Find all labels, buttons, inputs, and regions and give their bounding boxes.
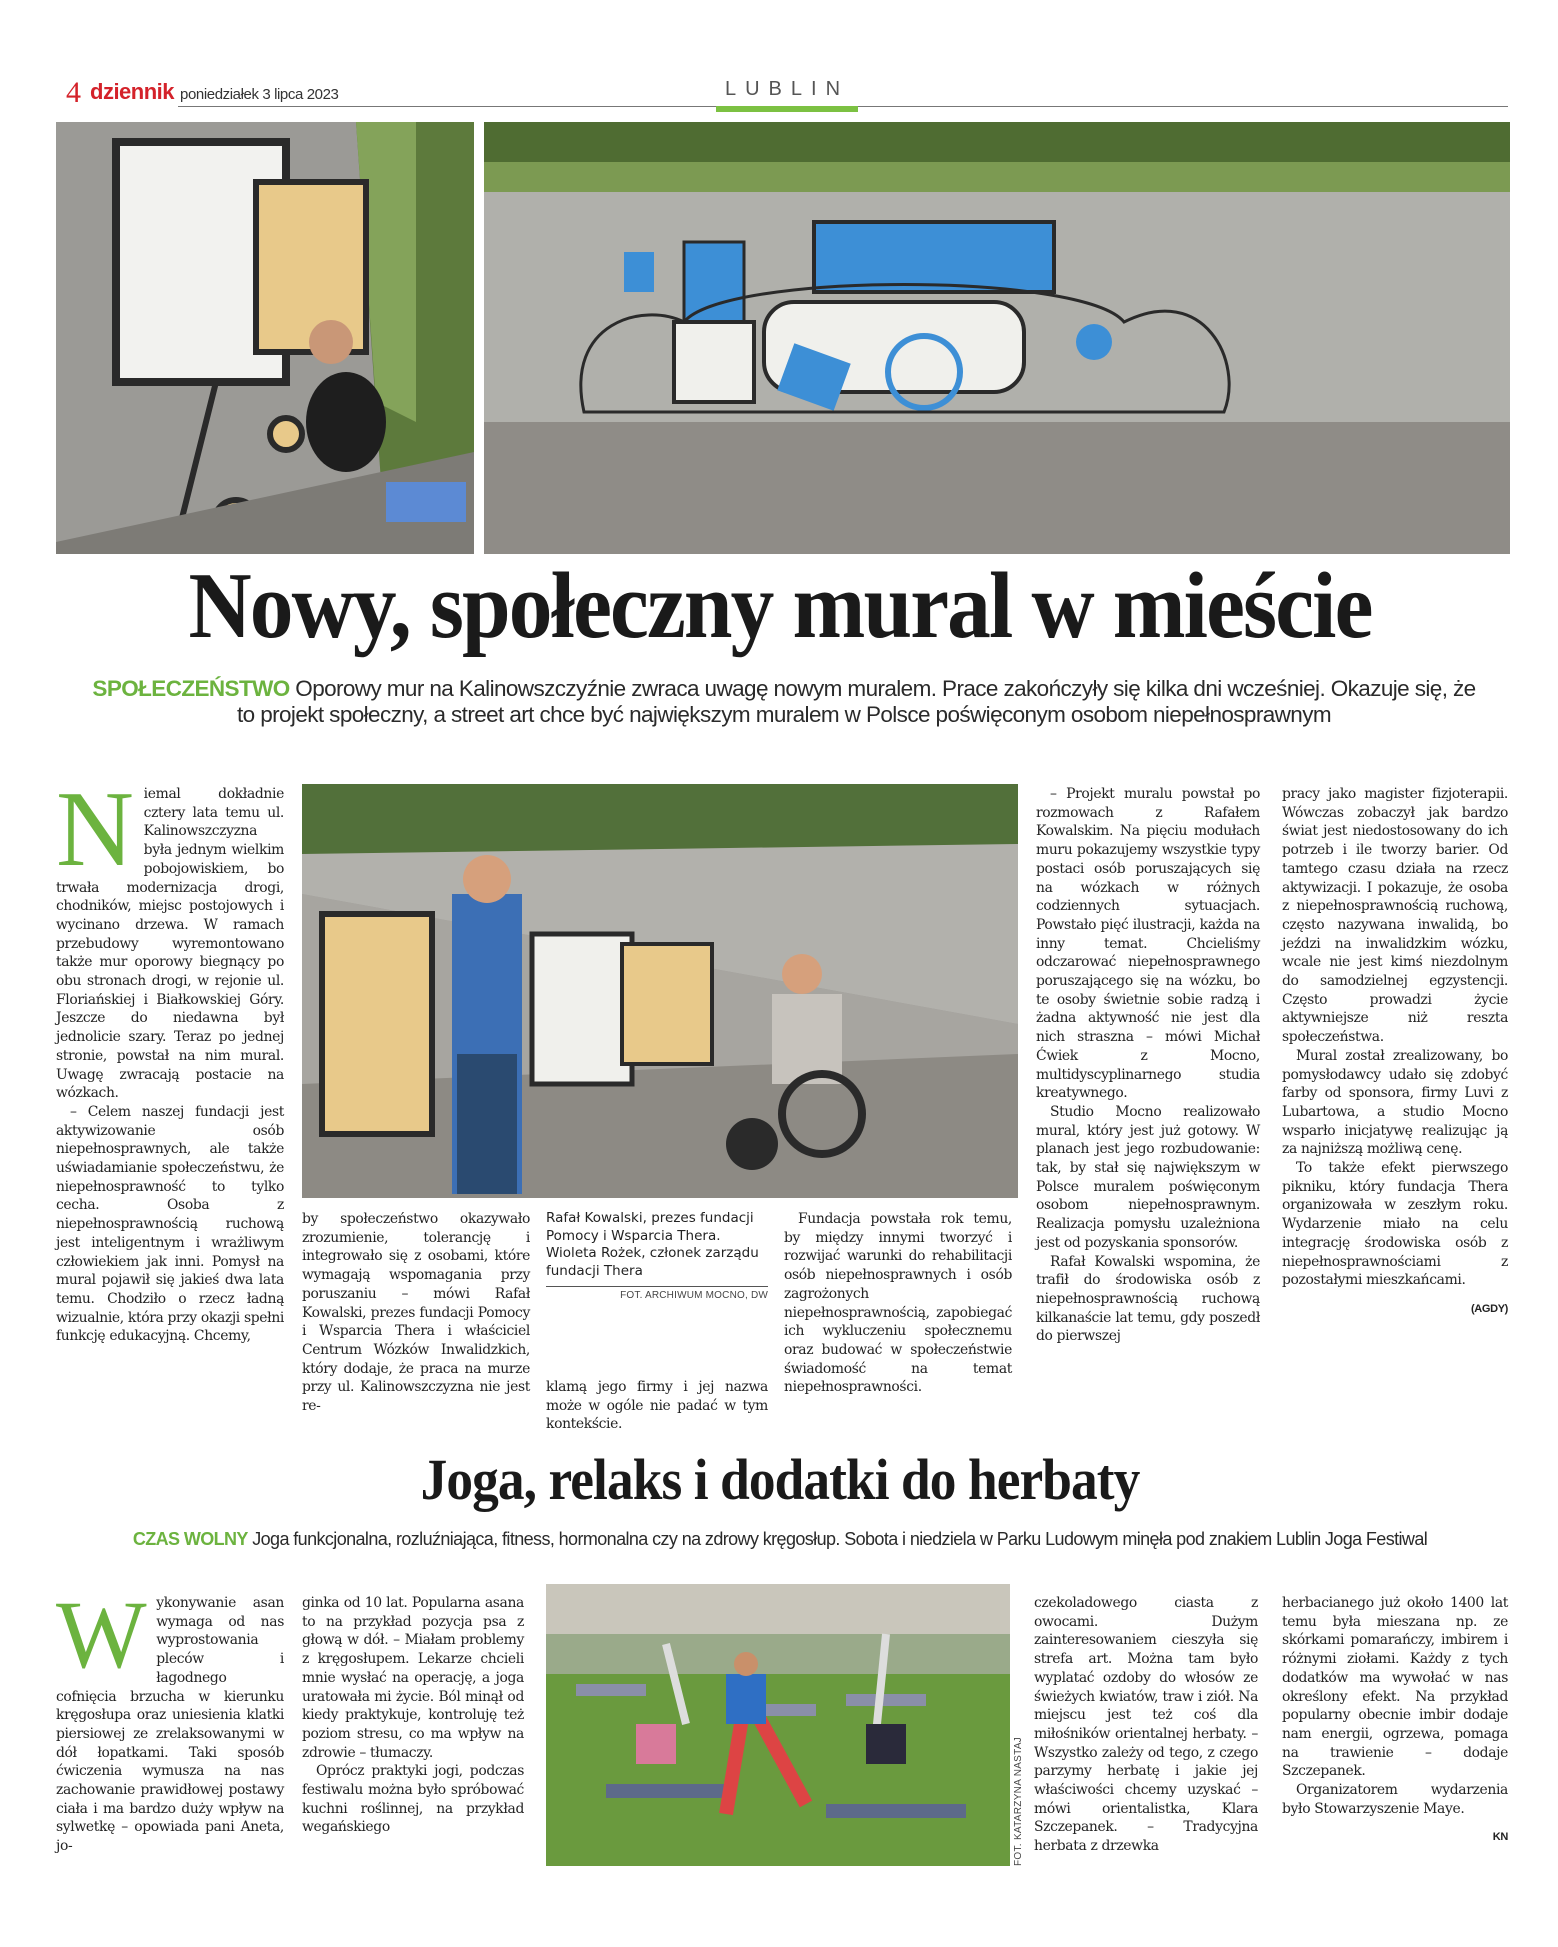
article-column-4: [1282, 1594, 1508, 1847]
paragraph: czekoladowego ciasta z owocami. Dużym zainteresowaniem cieszyła się strefa art. Można tam było wyplatać ozdoby do włosów ze świeżych kwiatów, traw i ziół. Na miejscu jest też coś dla miłośników orientalnej herbaty. – Wszystko zależy od tego, z czego parzymy herbatę i jakie jej właściwości chcemy uzyskać – mówi orientalistka, Klara Szczepanek. – Tradycyjna herbata z drzewka: [1034, 1595, 1258, 1855]
paragraph: Fundacja powstała rok temu, by między innymi tworzyć i rozwijać warunki do rehabilitacji osób niepełnosprawnych i osób zagrożonych niepełnosprawnością, zapobiegać ich wykluczeniu społecznemu oraz budować w społeczeństwie świadomość na temat niepełnosprawności.: [784, 1211, 1012, 1396]
article-column-1: [56, 1581, 284, 1856]
author-signature: KN: [1492, 1831, 1508, 1844]
photo-mural-wall: [484, 122, 1510, 554]
article-column-1: [56, 770, 285, 1346]
article-column-3: [546, 1378, 768, 1434]
paragraph: iemal dokładnie cztery lata temu ul. Kalinowszczyzna była jednym wielkim pobojowiskiem, bo trwała modernizacja drogi, chodników, miejsc postojowych i wycinano drzewa. W ramach przebudowy wyremontowano także mur oporowy biegnący po obu stronach drogi, w rejonie ul. Floriańskiej i Białkowskiej Góry. Jeszcze do niedawna był jednolicie szary. Teraz po jednej stronie, powstał na nim mural. Uwagę zwracają postacie na wózkach.: [56, 786, 284, 1102]
author-signature: (AGDY): [1470, 1302, 1508, 1315]
paragraph: – Projekt muralu powstał po rozmowach z Rafałem Kowalskim. Na pięciu modułach muru pokazujemy wszystkie typy postaci osób poruszających się na wózkach w różnych codziennych sytuacjach. Powstało pięć ilustracji, każda na inny temat. Chcieliśmy odczarować niepełnosprawnego poruszającego się na wózku, bo te osoby świetnie sobie radzą i żadna aktywność nie jest dla nich straszna – mówi Michał Ćwiek z Mocno, multidyscyplinarnego studia kreatywnego.: [1036, 786, 1260, 1102]
article-column-2: [302, 1210, 530, 1416]
publication-date: poniedziałek 3 lipca 2023: [180, 86, 339, 103]
caption-divider: [546, 1286, 768, 1287]
article-lead: [60, 1528, 1500, 1550]
article-headline: Joga, relaks i dodatki do herbaty: [420, 1447, 1140, 1512]
article-kicker: CZAS WOLNY: [132, 1529, 248, 1549]
paragraph: To także efekt pierwszego pikniku, który fundacja Thera organizowała w zeszłym roku. Wydarzenie miało na celu integrację środowiska osób z niepełnosprawnościami z pozostałymi mieszkańcami.: [1282, 1160, 1508, 1289]
photo-painter: [56, 122, 474, 554]
paragraph: Rafał Kowalski wspomina, że trafił do środowiska osób z niepełnosprawnością ruchową kilkanaście lat temu, gdy poszedł do pierwszej: [1036, 1253, 1260, 1345]
article-column-5: [1036, 785, 1260, 1346]
paragraph: Oprócz praktyki jogi, podczas festiwalu można było spróbować kuchni roślinnej, na przykład wegańskiego: [302, 1763, 524, 1836]
paragraph: Studio Mocno realizowało mural, który jest już gotowy. W planach jest jego rozbudowanie: tak, by stał się największym w Polsce muralem poświęconym osobom niepełnosprawnym. Realizacja pomysłu uzależniona jest od pozyskania sponsorów.: [1036, 1103, 1260, 1251]
article-column-4: [784, 1210, 1012, 1397]
article-lead: [84, 676, 1484, 728]
photo-caption: Rafał Kowalski, prezes fundacji Pomocy i Wsparcia Thera. Wioleta Rożek, członek zarządu fundacji Thera: [546, 1210, 759, 1279]
paragraph: herbacianego już około 1400 lat temu była mieszana np. ze skórkami pomarańczy, imbirem i różnymi ziołami. Każdy z tych dodatków ma wywołać w nas określony efekt. Na przykład popularny obecnie imbir dodaje nam energii, ogrzewa, pomaga na trawienie – dodaje Szczepanek.: [1282, 1595, 1508, 1780]
photo-yoga-class: [546, 1584, 1010, 1866]
article-kicker: SPOŁECZEŃSTWO: [92, 676, 290, 701]
paragraph: – Celem naszej fundacji jest aktywizowanie osób niepełnosprawnych, ale także uświadamianie społeczeństwu, że niepełnosprawność to tylko cecha. Osoba z niepełnosprawnością ruchową jest inteligentnym i wrażliwym człowiekiem jak inni. Pomysł na mural pojawił się jakieś dwa lata temu. Chodziło o rzecz ładną wizualnie, która przy okazji spełni funkcję edukacyjną. Chcemy,: [56, 1103, 285, 1345]
section-accent-bar: [716, 106, 858, 112]
paragraph: pracy jako magister fizjoterapii. Wówczas zobaczył jak bardzo świat jest niedostosowany do ich potrzeb i ile tworzy barier. Od tamtego czasu działa na rzecz aktywizacji. I pokazuje, że osoba z niepełnosprawnością ruchową, często nazywana inwalidą, bo jeździ na inwalidzkim wózku, wcale nie jest kimś niezdolnym do samodzielnej egzystencji. Często prowadzi życie aktywniejsze niż reszta społeczeństwa.: [1282, 786, 1508, 1046]
article-lead-text: Joga funkcjonalna, rozluźniająca, fitness, hormonalna czy na zdrowy kręgosłup. Sobota i niedziela w Parku Ludowym minęła pod znakiem Lublin Joga Festiwal: [252, 1529, 1428, 1549]
photo-caption-block: [546, 1210, 768, 1301]
photo-credit: FOT. ARCHIWUM MOCNO, DW: [620, 1290, 768, 1301]
article-column-3: [1034, 1594, 1258, 1856]
newspaper-logo: dziennik: [90, 79, 175, 104]
paragraph: ykonywanie asan wymaga od nas wyprostowania pleców i łagodnego cofnięcia brzucha w kierunku kręgosłupa oraz uniesienia klatki piersiowej ze zrelaksowanymi w dół łopatkami. Taki sposób ćwiczenia wymusza na nas zachowanie prawidłowej postawy ciała i ma bardzo duży wpływ na sylwetkę – opowiada pani Aneta, jo-: [56, 1595, 284, 1855]
article-column-6: [1282, 785, 1508, 1319]
article-headline: Nowy, społeczny mural w mieście: [188, 554, 1372, 658]
article-column-2: [302, 1594, 524, 1837]
dropcap: N: [56, 770, 134, 889]
paragraph: klamą jego firmy i jej nazwa może w ogóle nie padać w tym kontekście.: [546, 1379, 768, 1433]
paragraph: Organizatorem wydarzenia było Stowarzyszenie Maye.: [1282, 1782, 1508, 1817]
article-lead-text: Oporowy mur na Kalinowszczyźnie zwraca uwagę nowym muralem. Prace zakończyły się kilka dni wcześniej. Okazuje się, że to projekt społeczny, a street art chce być największym muralem w Polsce poświęconym osobom niepełnosprawnym: [236, 676, 1476, 727]
paragraph: Mural został zrealizowany, bo pomysłodawcy udało się zdobyć farby od sponsora, firmy Luvi z Lubartowa, a studio Mocno wsparło inicjatywę realizując ją za najniższą możliwą cenę.: [1282, 1047, 1508, 1158]
photo-credit: FOT. KATARZYNA NASTAJ: [1013, 1736, 1024, 1866]
page-number: 4: [66, 76, 81, 109]
paragraph: by społeczeństwo okazywało zrozumienie, tolerancję i integrowało się z osobami, które wymagają wspomagania przy poruszaniu – mówi Rafał Kowalski, prezes fundacji Pomocy i Wsparcia Thera i właściciel Centrum Wózków Inwalidzkich, który dodaje, że praca na murze przy ul. Kalinowszczyzna nie jest re-: [302, 1211, 530, 1415]
dropcap: W: [56, 1581, 147, 1688]
photo-founders: [302, 784, 1018, 1198]
section-title: LUBLIN: [724, 78, 850, 100]
paragraph: ginka od 10 lat. Popularna asana to na przykład pozycja psa z głową w dół. – Miałam problemy z kręgosłupem. Lekarze chcieli mnie wysłać na operację, a joga uratowała mi życie. Ból minął od kiedy praktykuje, kontroluję też poziom stresu, co ma wpływ na zdrowie – tłumaczy.: [302, 1595, 524, 1761]
